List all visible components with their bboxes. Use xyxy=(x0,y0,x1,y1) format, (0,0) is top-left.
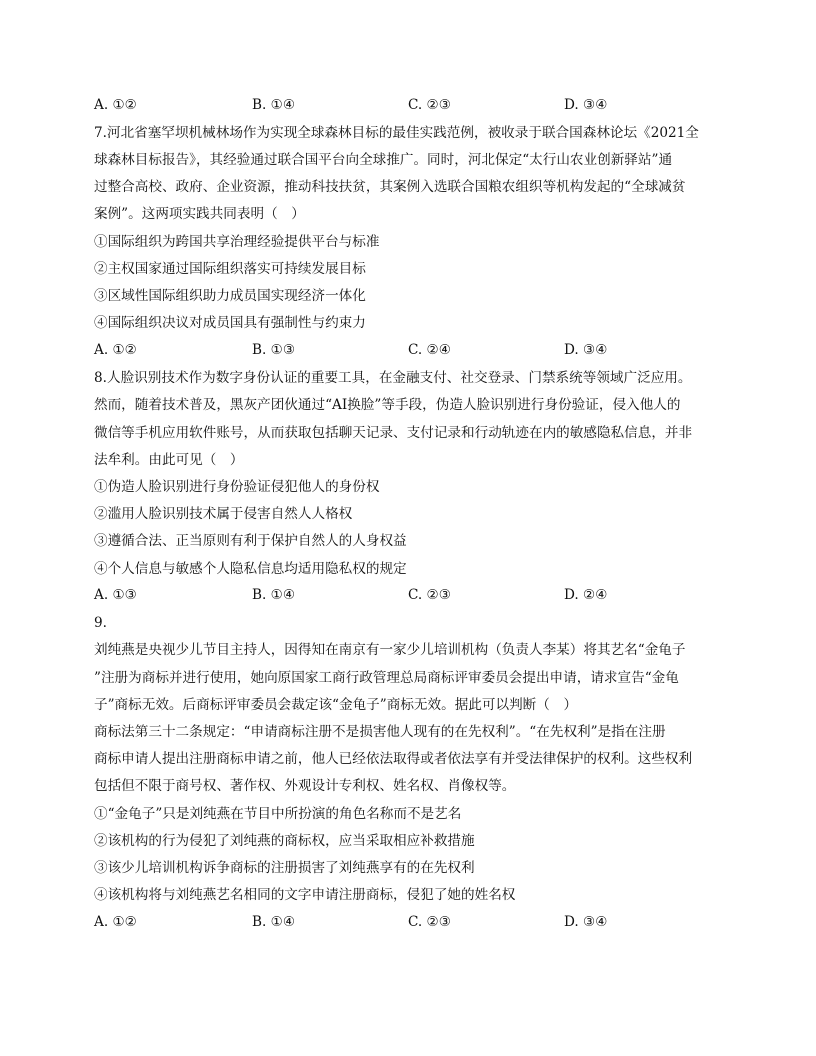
q6-option-d: D. ③④ xyxy=(564,97,608,113)
q9-stem-line: ”注册为商标并进行使用，她向原国家工商行政管理总局商标评审委员会提出申请，请求宣告“金龟 xyxy=(94,670,679,686)
q8-option-a: A. ①③ xyxy=(94,587,137,603)
q7-option-c: C. ②④ xyxy=(408,342,451,358)
q7-item-2: ②主权国家通过国际组织落实可持续发展目标 xyxy=(94,261,366,277)
q8-options xyxy=(94,587,724,605)
q6-option-a: A. ①② xyxy=(94,97,137,113)
q8-option-b: B. ①④ xyxy=(252,587,296,603)
q8-option-c: C. ②③ xyxy=(408,587,451,603)
q9-option-c: C. ②③ xyxy=(408,914,451,930)
q8-item-3: ③遵循合法、正当原则有利于保护自然人的人身权益 xyxy=(94,533,407,549)
q7-options xyxy=(94,342,724,360)
q7-option-b: B. ①③ xyxy=(252,342,296,358)
q9-stem-line: 子”商标无效。后商标评审委员会裁定该“金龟子”商标无效。据此可以判断（ ） xyxy=(94,697,578,713)
q9-item-4: ④该机构将与刘纯燕艺名相同的文字申请注册商标，侵犯了她的姓名权 xyxy=(94,887,516,903)
q9-number: 9. xyxy=(94,615,107,631)
q7-stem-line: 过整合高校、政府、企业资源，推动科技扶贫，其案例入选联合国粮农组织等机构发起的“全球减贫 xyxy=(94,179,686,195)
q8-stem-line: 法牟利。由此可见（ ） xyxy=(94,452,244,468)
q9-options xyxy=(94,914,724,932)
q6-options xyxy=(94,97,724,115)
q7-stem-line: 7.河北省塞罕坝机械林场作为实现全球森林目标的最佳实践范例，被收录于联合国森林论坛《2021全 xyxy=(94,125,699,141)
q9-stem-line: 商标法第三十二条规定：“申请商标注册不是损害他人现有的在先权利”。“在先权利”是指在注册 xyxy=(94,724,666,740)
q9-option-a: A. ①② xyxy=(94,914,137,930)
q8-item-2: ②滥用人脸识别技术属于侵害自然人人格权 xyxy=(94,506,353,522)
q9-stem-line: 商标申请人提出注册商标申请之前，他人已经依法取得或者依法享有并受法律保护的权利。这些权利 xyxy=(94,751,693,767)
q6-option-b: B. ①④ xyxy=(252,97,296,113)
q9-stem-line: 包括但不限于商号权、著作权、外观设计专利权、姓名权、肖像权等。 xyxy=(94,778,516,794)
q8-option-d: D. ②④ xyxy=(564,587,608,603)
q8-stem-line: 8.人脸识别技术作为数字身份认证的重要工具，在金融支付、社交登录、门禁系统等领域广泛应用。 xyxy=(94,370,692,386)
q8-item-4: ④个人信息与敏感个人隐私信息均适用隐私权的规定 xyxy=(94,561,407,577)
q6-option-c: C. ②③ xyxy=(408,97,451,113)
q9-stem-line: 刘纯燕是央视少儿节目主持人，因得知在南京有一家少儿培训机构（负责人李某）将其艺名“金龟子 xyxy=(94,642,686,658)
q8-stem-line: 然而，随着技术普及，黑灰产团伙通过“AI换脸”等手段，伪造人脸识别进行身份验证，侵入他人的 xyxy=(94,397,681,413)
q9-item-1: ①“金龟子”只是刘纯燕在节目中所扮演的角色名称而不是艺名 xyxy=(94,806,462,822)
q7-item-1: ①国际组织为跨国共享治理经验提供平台与标准 xyxy=(94,234,380,250)
q9-option-b: B. ①④ xyxy=(252,914,296,930)
q7-item-4: ④国际组织决议对成员国具有强制性与约束力 xyxy=(94,315,366,331)
q7-stem-line: 球森林目标报告》，其经验通过联合国平台向全球推广。同时，河北保定“太行山农业创新驿站”通 xyxy=(94,152,673,168)
q9-option-d: D. ③④ xyxy=(564,914,608,930)
q7-option-a: A. ①② xyxy=(94,342,137,358)
q8-stem-line: 微信等手机应用软件账号，从而获取包括聊天记录、支付记录和行动轨迹在内的敏感隐私信息，并非 xyxy=(94,425,693,441)
q7-option-d: D. ③④ xyxy=(564,342,608,358)
q7-stem-line: 案例”。这两项实践共同表明（ ） xyxy=(94,206,305,222)
q9-item-3: ③该少儿培训机构诉争商标的注册损害了刘纯燕享有的在先权利 xyxy=(94,860,475,876)
q9-item-2: ②该机构的行为侵犯了刘纯燕的商标权，应当采取相应补救措施 xyxy=(94,833,475,849)
q8-item-1: ①伪造人脸识别进行身份验证侵犯他人的身份权 xyxy=(94,479,380,495)
q7-item-3: ③区域性国际组织助力成员国实现经济一体化 xyxy=(94,288,366,304)
